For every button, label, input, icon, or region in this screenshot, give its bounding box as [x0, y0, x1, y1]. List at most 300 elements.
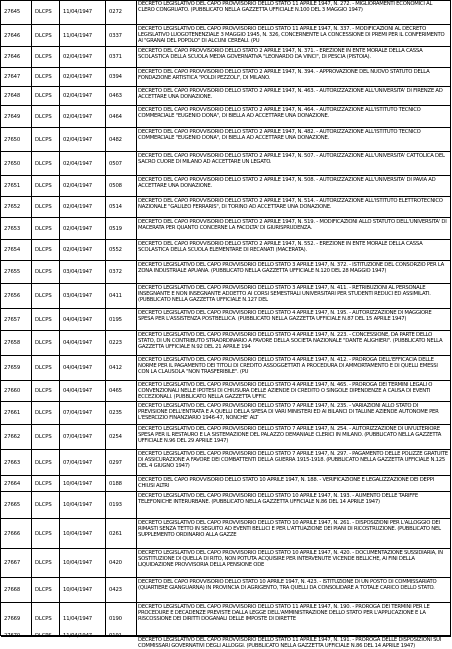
act-date-cell: [60, 425, 106, 449]
table-row: [1, 240, 451, 261]
act-date-cell-text: 11/04/1947: [63, 633, 93, 640]
act-number-cell-text: 0190: [109, 616, 122, 623]
record-number-cell-text: 27648: [4, 93, 21, 100]
act-description-cell-text: DECRETO DEL CAPO PROVVISORIO DELLO STATO 2 APRILE 1947, N. 514. - AUTORIZZAZIONE ALL'ISTITUTO ELETTROTECNICO NAZIONALE "GALILEO FERRARIS", DI TORINO AD ACCETTARE UNA DONAZIONE.: [138, 198, 443, 211]
record-number-cell-text: 27661: [4, 410, 21, 417]
record-number-cell: [1, 425, 32, 449]
act-description-cell: [137, 128, 451, 151]
act-date-cell-text: 04/04/1947: [63, 365, 93, 372]
act-description-cell-text: DECRETO LEGISLATIVO DEL CAPO PROVVISORIO DELLO STATO 11 APRILE 1947, N. 272. - MIGLIORAMENTI ECONOMICI AL CLERO CONGRUATO. (PUBBLICATO NELLA GAZZETTA UFFICIALE N.100 DEL 3 MAGGIO 1947): [138, 1, 433, 14]
act-description-cell-text: DECRETO LEGISLATIVO DEL CAPO PROVVISORIO DELLO STATO 4 APRILE 1947, N. 223. - CONCESSIONE, DA PARTE DELLO STATO, DI UN CONTRIBUTO STRAORDINARIO A FAVORE DELLA SOCIETA NAZIONALE "DANTE ALIGHIERI". (PUBBLICATO NELLA GAZZETTA UFFICIALE N.92 DEL 21 APRILE 194: [138, 332, 443, 351]
act-type-cell-text: DLCPS: [35, 9, 52, 16]
act-type-cell: [32, 309, 60, 330]
act-type-cell: [32, 106, 60, 127]
act-number-cell: [106, 106, 137, 127]
act-date-cell-text: 03/04/1947: [63, 269, 93, 276]
act-type-cell-text: DLCPS: [35, 365, 52, 372]
record-number-cell: [1, 381, 32, 401]
act-date-cell: [60, 476, 106, 491]
act-type-cell: [32, 492, 60, 518]
table-row: [1, 578, 451, 603]
act-type-cell: [32, 197, 60, 217]
table-row: [1, 519, 451, 549]
act-description-cell-text: DECRETO DEL CAPO PROVVISORIO DELLO STATO 2 APRILE 1947, N. 507. - AUTORIZZAZIONE ALL'UNIVERSITA' CATTOLICA DEL SACRO CUORE DI MILANO AD ACCETTARE UN LEGATO.: [138, 153, 445, 166]
record-number-cell-text: 27665: [4, 502, 21, 509]
act-number-cell: [106, 68, 137, 86]
record-number-cell: [1, 25, 32, 46]
table-row: [1, 356, 451, 381]
act-date-cell: [60, 402, 106, 424]
record-number-cell: [1, 152, 32, 175]
act-description-cell: [137, 87, 451, 105]
act-date-cell: [60, 450, 106, 475]
record-number-cell: [1, 356, 32, 380]
table-row: [1, 152, 451, 176]
act-date-cell-text: 07/04/1947: [63, 434, 93, 441]
act-description-cell-text: DECRETO DEL CAPO PROVVISORIO DELLO STATO 2 APRILE 1947, N. 371. - EREZIONE IN ENTE MORALE DELLA CASSA SCOLASTICA DELLA SCUOLA MEDIA GOVERNATIVA "LEONARDO DA VINCI", DI PESCIA (PISTOIA).: [138, 48, 423, 61]
act-description-cell-text: DECRETO LEGISLATIVO DEL CAPO PROVVISORIO DELLO STATO 11 APRILE 1947, N. 191. - PROROGA DELLE DISPOSIZIONI SUI COMMISSARI GOVERNATIVI DEGLI ALLOGGI. (PUBBLICATO NELLA GAZZETTA UFFICIALE N.86 DEL 14 APRILE 1947): [138, 637, 442, 649]
act-type-cell: [32, 240, 60, 260]
act-description-cell-text: DECRETO LEGISLATIVO DEL CAPO PROVVISORIO DELLO STATO 7 APRILE 1947, N. 254. - AUTORIZZAZIONE DI UN'ULTERIORE SPESA PER IL RESTAURO E LA SISTEMAZIONE DEL PALAZZO DEMANIALE CLERICI IN MILANO. (PUBBLICATO NELLA GAZZETTA UFFICIALE N.96 DEL 29 APRILE 1947): [138, 426, 442, 445]
act-description-cell-text: DECRETO DEL CAPO PROVVISORIO DELLO STATO 2 APRILE 1947, N. 508. - AUTORIZZAZIONE ALL'UNIVERSITA' DI PAVIA AD ACCETTARE UNA DONAZIONE.: [138, 177, 436, 190]
act-type-cell: [32, 425, 60, 449]
act-type-cell: [32, 218, 60, 239]
act-description-cell-text: DECRETO LEGISLATIVO DEL CAPO PROVVISORIO DELLO STATO 7 APRILE 1947, N. 235. - VARIAZIONI ALLO STATO DI PREVISIONE DELL'ENTRATA E A QUELLI DELLA SPESA DI VARI MINISTERI ED AI BILANCI DI TALUNE AZIENDE AUTONOME PER L'ESERCIZIO FINANZIARIO 1946-47, NONCHE' ALT: [138, 403, 439, 422]
act-date-cell: [60, 603, 106, 635]
record-number-cell: [1, 176, 32, 196]
act-description-cell-text: DECRETO DEL CAPO PROVVISORIO DELLO STATO 10 APRILE 1947, N. 423. - ISTITUZIONE DI UN POSTO DI COMMISSARIATO (QUARTIERE GIANGUARNA) IN PROVINCIA DI AGRIGENTO, TRA QUELLI DA CONSOLIDARE A TOTALE CARICO DELLO STATO.: [138, 579, 437, 592]
act-type-cell-text: DLCPS: [35, 32, 52, 39]
table-row: [1, 381, 451, 402]
act-date-cell: [60, 87, 106, 105]
act-date-cell-text: 10/04/1947: [63, 480, 93, 487]
table-row: [1, 25, 451, 47]
act-number-cell-text: 0193: [109, 502, 122, 509]
act-type-cell-text: DLCPS: [35, 269, 52, 276]
act-number-cell-text: 0372: [109, 269, 122, 276]
table-row: [1, 47, 451, 68]
record-number-cell-text: 27649: [4, 113, 21, 120]
act-date-cell-text: 02/04/1947: [63, 54, 93, 61]
record-number-cell: [1, 0, 32, 24]
record-number-cell-text: 27645: [4, 9, 21, 16]
act-number-cell-text: 0482: [109, 136, 122, 143]
act-type-cell: [32, 331, 60, 355]
record-number-cell: [1, 492, 32, 518]
act-number-cell: [106, 47, 137, 67]
act-description-cell: [137, 176, 451, 196]
act-description-cell-text: DECRETO DEL CAPO PROVVISORIO DELLO STATO 10 APRILE 1947, N. 188. - VERIFICAZIONE E LEGALIZZAZIONE DEI DEPPI CHIUSI ALTRI: [138, 477, 434, 490]
act-date-cell: [60, 197, 106, 217]
act-number-cell: [106, 176, 137, 196]
act-number-cell: [106, 492, 137, 518]
act-number-cell: [106, 218, 137, 239]
act-type-cell: [32, 176, 60, 196]
act-type-cell: [32, 476, 60, 491]
act-date-cell: [60, 549, 106, 577]
record-number-cell: [1, 240, 32, 260]
act-description-cell: [137, 402, 451, 424]
act-number-cell-text: 0195: [109, 316, 122, 323]
act-number-cell-text: 0420: [109, 560, 122, 567]
record-number-cell: [1, 549, 32, 577]
act-number-cell-text: 0463: [109, 93, 122, 100]
act-date-cell: [60, 128, 106, 151]
act-type-cell-text: DLCPS: [35, 113, 52, 120]
act-type-cell: [32, 356, 60, 380]
act-type-cell-text: DLCPS: [35, 480, 52, 487]
act-type-cell: [32, 402, 60, 424]
act-date-cell-text: 02/04/1947: [63, 183, 93, 190]
act-description-cell: [137, 331, 451, 355]
act-number-cell-text: 0519: [109, 225, 122, 232]
record-number-cell: [1, 47, 32, 67]
act-description-cell: [137, 261, 451, 283]
act-number-cell: [106, 240, 137, 260]
table-row: [1, 425, 451, 450]
act-description-cell-text: DECRETO LEGISLATIVO DEL CAPO PROVVISORIO DELLO STATO 10 APRILE 1947, N. 193. - AUMENTO DELLE TARIFFE TELEFONICHE INTERURBANE. (PUBBLICATO NELLA GAZZETTA UFFICIALE N.86 DEL 14 APRILE 1947): [138, 493, 418, 506]
act-type-cell: [32, 519, 60, 548]
act-number-cell-text: 0337: [109, 32, 122, 39]
act-type-cell-text: DLCPS: [35, 560, 52, 567]
act-description-cell: [137, 25, 451, 46]
act-number-cell: [106, 0, 137, 24]
act-description-cell-text: DECRETO LEGISLATIVO DEL CAPO PROVVISORIO DELLO STATO 10 APRILE 1947, N. 261. - DISPOSIZIONI PER L'ALLOGGIO DEI RIMASTI SENZA TETTO IN SEGUITO AD EVENTI BELLICI E PER L'ATTUAZIONE DEI PIANI DI RICOSTRUZIONE. (PUBBLICATO NEL SUPPLEMENTO ORDINARIO ALLA GAZZE: [138, 520, 441, 539]
act-date-cell: [60, 68, 106, 86]
act-date-cell-text: 11/04/1947: [63, 9, 93, 16]
record-number-cell: [1, 450, 32, 475]
act-type-cell-text: DLCPS: [35, 340, 52, 347]
table-row: [1, 0, 451, 25]
act-description-cell: [137, 603, 451, 635]
table-row: [1, 450, 451, 476]
act-date-cell: [60, 152, 106, 175]
act-date-cell: [60, 47, 106, 67]
record-number-cell-text: 27646: [4, 32, 21, 39]
act-date-cell-text: 07/04/1947: [63, 410, 93, 417]
act-number-cell: [106, 381, 137, 401]
act-date-cell-text: 10/04/1947: [63, 530, 93, 537]
act-description-cell: [137, 425, 451, 449]
act-number-cell-text: 0188: [109, 480, 122, 487]
act-date-cell-text: 02/04/1947: [63, 160, 93, 167]
act-type-cell: [32, 549, 60, 577]
act-number-cell-text: 0552: [109, 247, 122, 254]
table-row: [1, 603, 451, 636]
record-number-cell-text: 27655: [4, 269, 21, 276]
act-date-cell: [60, 218, 106, 239]
act-date-cell-text: 02/04/1947: [63, 247, 93, 254]
act-number-cell: [106, 25, 137, 46]
act-type-cell: [32, 68, 60, 86]
act-number-cell-text: 0465: [109, 388, 122, 395]
act-number-cell-text: 0394: [109, 74, 122, 81]
act-date-cell: [60, 261, 106, 283]
act-date-cell: [60, 0, 106, 24]
act-description-cell-text: DECRETO LEGISLATIVO DEL CAPO PROVVISORIO DELLO STATO 3 APRILE 1947, N. 372. - ISTITUZIONE DEL CONSORZIO PER LA ZONA INDUSTRIALE APUANA. (PUBBLICATO NELLA GAZZETTA UFFICIALE N.120 DEL 28 MAGGIO 1947): [138, 262, 445, 275]
act-type-cell: [32, 25, 60, 46]
record-number-cell-text: 27652: [4, 204, 21, 211]
act-number-cell: [106, 284, 137, 308]
act-type-cell-text: DLCPS: [35, 434, 52, 441]
table-row: [1, 402, 451, 425]
act-number-cell-text: 0411: [109, 293, 122, 300]
act-description-cell-text: DECRETO DEL CAPO PROVVISORIO DELLO STATO 2 APRILE 1947, N. 464. - AUTORIZZAZIONE ALL'ISTITUTO TECNICO COMMERCIALE "EUGENIO DONA", DI BIELLA AD ACCETTARE UNA DONAZIONE.: [138, 107, 421, 120]
table-row: [1, 261, 451, 284]
record-number-cell-text: 27650: [4, 160, 21, 167]
act-type-cell-text: DLCPS: [35, 316, 52, 323]
act-type-cell-text: DLCPS: [35, 136, 52, 143]
act-description-cell-text: DECRETO LEGISLATIVO DEL CAPO PROVVISORIO DELLO STATO 4 APRILE 1947, N. 465. - PROROGA DEI TERMINI LEGALI O CONVENZIONALI NELLE IPOTESI DI CHIUSURA DELLE AZIENDE DI CREDITO O SINGOLE DIPENDENZE A CAUSA DI EVENTI ECCEZIONALI. (PUBBLICATO NELLA GAZZETTA UFFIC: [138, 382, 433, 401]
act-type-cell: [32, 603, 60, 635]
act-date-cell: [60, 331, 106, 355]
act-date-cell-text: 10/04/1947: [63, 587, 93, 594]
act-number-cell: [106, 402, 137, 424]
act-date-cell: [60, 176, 106, 196]
act-number-cell: [106, 450, 137, 475]
act-description-cell-text: DECRETO LEGISLATIVO DEL CAPO PROVVISORIO DELLO STATO 4 APRILE 1947, N. 412. - PROROGA DELL'EFFICACIA DELLE NORME PER IL PAGAMENTO DEI TITOLI DI CREDITO ASSOGGETTATI A PROCEDURA DI AMMORTAMENTO E DI QUELLI EMESSI CON LA CLAUSOLA "NON TRASFERIBILE". (PU: [138, 357, 438, 376]
table-row: [1, 549, 451, 578]
act-number-cell-text: 0464: [109, 113, 122, 120]
act-description-cell: [137, 197, 451, 217]
record-number-cell-text: 27667: [4, 560, 21, 567]
record-number-cell-text: 27670: [4, 633, 21, 640]
act-date-cell: [60, 106, 106, 127]
act-type-cell: [32, 450, 60, 475]
act-type-cell-text: DLCPS: [35, 93, 52, 100]
act-number-cell: [106, 603, 137, 635]
table-row: [1, 284, 451, 309]
table-row: [1, 476, 451, 492]
act-date-cell-text: 03/04/1947: [63, 293, 93, 300]
record-number-cell-text: 27660: [4, 388, 21, 395]
act-type-cell-text: DLCPS: [35, 633, 52, 640]
act-description-cell: [137, 356, 451, 380]
act-number-cell: [106, 519, 137, 548]
table-row: [1, 197, 451, 218]
act-description-cell-text: DECRETO LEGISLATIVO DEL CAPO PROVVISORIO DELLO STATO 7 APRILE 1947, N. 297. - PAGAMENTO DELLE POLIZZE GRATUITE DI ASSICURAZIONE A FAVORE DEI COMBATTENTI DELLA GUERRA 1915-1918. (PUBBLICATO NELLA GAZZETTA UFFICIALE N.125 DEL 4 GIUGNO 1947): [138, 451, 448, 470]
record-number-cell-text: 27658: [4, 340, 21, 347]
act-type-cell: [32, 0, 60, 24]
act-type-cell: [32, 261, 60, 283]
act-type-cell-text: DLCPS: [35, 459, 52, 466]
act-description-cell-text: DECRETO DEL CAPO PROVVISORIO DELLO STATO 2 APRILE 1947, N. 519. - MODIFICAZIONI ALLO STATUTO DELL'UNIVERSITA' DI MACERATA PER QUANTO CONCERNE LA FACOLTA' DI GIURISPRUDENZA.: [138, 219, 447, 232]
record-number-cell-text: 27653: [4, 225, 21, 232]
act-number-cell-text: 0191: [109, 633, 122, 640]
act-date-cell-text: 10/04/1947: [63, 502, 93, 509]
act-description-cell-text: DECRETO DEL CAPO PROVVISORIO DELLO STATO 2 APRILE 1947, N. 482. - AUTORIZZAZIONE ALL'ISTITUTO TECNICO COMMERCIALE "EUGENIO DONA", DI BIELLA AD ACCETTARE UNA DONAZIONE.: [138, 129, 421, 142]
act-date-cell-text: 02/04/1947: [63, 113, 93, 120]
act-description-cell: [137, 549, 451, 577]
act-number-cell-text: 0272: [109, 9, 122, 16]
act-number-cell-text: 0423: [109, 587, 122, 594]
record-number-cell-text: 27664: [4, 480, 21, 487]
act-description-cell: [137, 309, 451, 330]
table-row: [1, 176, 451, 197]
record-number-cell: [1, 218, 32, 239]
act-number-cell-text: 0507: [109, 160, 122, 167]
record-number-cell-text: 27657: [4, 316, 21, 323]
act-number-cell: [106, 128, 137, 151]
act-description-cell: [137, 578, 451, 602]
act-number-cell: [106, 197, 137, 217]
act-date-cell: [60, 309, 106, 330]
act-description-cell: [137, 0, 451, 24]
record-number-cell: [1, 402, 32, 424]
act-date-cell-text: 10/04/1947: [63, 560, 93, 567]
act-number-cell: [106, 425, 137, 449]
act-type-cell: [32, 47, 60, 67]
act-date-cell: [60, 381, 106, 401]
act-number-cell: [106, 331, 137, 355]
record-number-cell-text: 27663: [4, 459, 21, 466]
act-type-cell-text: DLCPS: [35, 502, 52, 509]
act-date-cell-text: 04/04/1947: [63, 316, 93, 323]
act-number-cell: [106, 549, 137, 577]
act-description-cell-text: DECRETO LEGISLATIVO DEL CAPO PROVVISORIO DELLO STATO 11 APRILE 1947, N. 190. - PROROGA DEI TERMINI PER LE PROCEDURE E DECADENZE PREVISTE DALLA LEGGE DELL'AMMINISTRAZIONE DELLO STATO PER L'APPLICAZIONE E LA RISCOSSIONE DEI DIRITTI DOGANALI DELLE IMPOSTE DI DIRETTE: [138, 604, 430, 623]
act-description-cell: [137, 284, 451, 308]
act-description-cell-text: DECRETO DEL CAPO PROVVISORIO DELLO STATO 2 APRILE 1947, N. 463. - AUTORIZZAZIONE ALL'UNIVERSITA' DI FIRENZE AD ACCETTARE UNA DONAZIONE.: [138, 88, 443, 101]
act-date-cell-text: 02/04/1947: [63, 136, 93, 143]
act-date-cell: [60, 240, 106, 260]
record-number-cell-text: 27650: [4, 136, 21, 143]
record-number-cell: [1, 331, 32, 355]
act-number-cell-text: 0514: [109, 204, 122, 211]
record-number-cell: [1, 519, 32, 548]
act-date-cell-text: 11/04/1947: [63, 32, 93, 39]
act-type-cell: [32, 381, 60, 401]
record-number-cell-text: 27666: [4, 530, 21, 537]
table-row: [1, 87, 451, 106]
record-number-cell: [1, 87, 32, 105]
act-date-cell: [60, 492, 106, 518]
act-type-cell-text: DLCPS: [35, 247, 52, 254]
record-number-cell: [1, 578, 32, 602]
act-number-cell-text: 0254: [109, 434, 122, 441]
act-number-cell-text: 0412: [109, 365, 122, 372]
table-row: [1, 492, 451, 519]
act-date-cell-text: 11/04/1947: [63, 616, 93, 623]
table-row: [1, 331, 451, 356]
act-type-cell-text: DLCPS: [35, 530, 52, 537]
act-description-cell-text: DECRETO DEL CAPO PROVVISORIO DELLO STATO 2 APRILE 1947, N. 552. - EREZIONE IN ENTE MORALE DELLA CASSA SCOLASTICA DELLA SCUOLA ELEMENTARE DI RECANATI (MACERATA).: [138, 241, 423, 254]
act-type-cell-text: DLCPS: [35, 225, 52, 232]
act-number-cell: [106, 261, 137, 283]
act-type-cell-text: DLCPS: [35, 74, 52, 81]
act-description-cell: [137, 476, 451, 491]
record-number-cell-text: 27651: [4, 183, 21, 190]
act-date-cell-text: 02/04/1947: [63, 74, 93, 81]
act-type-cell-text: DLCPS: [35, 616, 52, 623]
table-row: [1, 128, 451, 152]
act-type-cell-text: DLCPS: [35, 204, 52, 211]
act-type-cell-text: DLCPS: [35, 410, 52, 417]
record-number-cell: [1, 261, 32, 283]
act-description-cell: [137, 106, 451, 127]
act-number-cell-text: 0261: [109, 530, 122, 537]
act-date-cell-text: 07/04/1947: [63, 459, 93, 466]
table-row: [1, 68, 451, 87]
act-type-cell-text: DLCPS: [35, 388, 52, 395]
act-date-cell: [60, 284, 106, 308]
act-type-cell-text: DLCPS: [35, 293, 52, 300]
act-description-cell: [137, 492, 451, 518]
act-type-cell: [32, 578, 60, 602]
act-type-cell-text: DLCPS: [35, 160, 52, 167]
act-description-cell-text: DECRETO LEGISLATIVO DEL CAPO PROVVISORIO DELLO STATO 3 APRILE 1947, N. 411. - RETRIBUZIONI AL PERSONALE INSEGNANTE E NON INSEGNANTE ADDETTO AI CORSI SEMESTRALI UNIVERSITARI PER STUDENTI REDUCI ED ASSIMILATI. (PUBBLICATO NELLA GAZZETTA UFFICIALE N.127 DEL: [138, 285, 431, 304]
act-type-cell: [32, 87, 60, 105]
act-description-cell: [137, 381, 451, 401]
act-date-cell-text: 02/04/1947: [63, 204, 93, 211]
record-number-cell-text: 27646: [4, 54, 21, 61]
act-number-cell-text: 0297: [109, 459, 122, 466]
record-number-cell-text: 27659: [4, 365, 21, 372]
act-number-cell: [106, 152, 137, 175]
act-date-cell-text: 02/04/1947: [63, 225, 93, 232]
act-description-cell: [137, 68, 451, 86]
record-number-cell: [1, 476, 32, 491]
act-type-cell-text: DLCPS: [35, 183, 52, 190]
act-description-cell-text: DECRETO LEGISLATIVO DEL CAPO PROVVISORIO DELLO STATO 4 APRILE 1947, N. 195. - AUTORIZZAZIONE DI MAGGIORE SPESA PER L'ASSISTENZA POSTBELLICA. (PUBBLICATO NELLA GAZZETTA UFFICIALE N.87 DEL 15 APRILE 1947): [138, 310, 432, 323]
act-number-cell-text: 0371: [109, 54, 122, 61]
record-number-cell-text: 27668: [4, 587, 21, 594]
record-number-cell: [1, 128, 32, 151]
record-number-cell-text: 27662: [4, 434, 21, 441]
act-description-cell: [137, 450, 451, 475]
act-type-cell: [32, 128, 60, 151]
table-row: [1, 106, 451, 128]
record-number-cell-text: 27647: [4, 74, 21, 81]
record-number-cell-text: 27654: [4, 247, 21, 254]
act-number-cell: [106, 578, 137, 602]
record-number-cell: [1, 284, 32, 308]
act-number-cell: [106, 476, 137, 491]
act-type-cell-text: DLCPS: [35, 587, 52, 594]
act-description-cell: [137, 240, 451, 260]
record-number-cell: [1, 197, 32, 217]
act-type-cell: [32, 152, 60, 175]
act-description-cell: [137, 152, 451, 175]
act-date-cell: [60, 519, 106, 548]
act-number-cell: [106, 87, 137, 105]
act-type-cell-text: DLCPS: [35, 54, 52, 61]
act-description-cell-text: DECRETO DEL CAPO PROVVISORIO DELLO STATO 2 APRILE 1947, N. 394. - APPROVAZIONE DEL NUOVO STATUTO DELLA FONDAZIONE ARTISTICA "POLDI PEZZOLI", DI MILANO.: [138, 69, 430, 82]
act-description-cell: [137, 519, 451, 548]
record-number-cell: [1, 603, 32, 635]
act-description-cell-text: DECRETO LEGISLATIVO DEL CAPO PROVVISORIO DELLO STATO 10 APRILE 1947, N. 420. - DOCUMENTAZIONE SUSSIDIARIA, IN SOSTITUZIONE DI QUELLA DI RITO, NON POTUTA ACQUISIRE PER INTERVENUTE VICENDE BELLICHE, AI FINI DELLA LIQUIDAZIONE PROVVISORIA DELLA PENSIONE ODE: [138, 550, 443, 569]
record-number-cell: [1, 106, 32, 127]
act-number-cell-text: 0508: [109, 183, 122, 190]
record-number-cell-text: 27656: [4, 293, 21, 300]
act-date-cell-text: 04/04/1947: [63, 388, 93, 395]
table-row: [1, 218, 451, 240]
act-description-cell: [137, 47, 451, 67]
act-date-cell-text: 02/04/1947: [63, 93, 93, 100]
act-number-cell: [106, 356, 137, 380]
act-date-cell: [60, 578, 106, 602]
act-number-cell-text: 0235: [109, 410, 122, 417]
act-number-cell: [106, 309, 137, 330]
act-number-cell-text: 0223: [109, 340, 122, 347]
act-description-cell-text: DECRETO LEGISLATIVO DEL CAPO PROVVISORIO DELLO STATO 11 APRILE 1947, N. 337. - MODIFICAZIONI AL DECRETO LEGISLATIVO LUOGOTENENZIALE 3 MAGGIO 1945, N. 326, CONCERNENTE LA CONCESSIONE DI PREMI PER IL CONFERIMENTO AI "GRANAI DEL POPOLO" DI ALCUNI CEREALI. (PU: [138, 26, 445, 45]
record-number-cell-text: 27669: [4, 616, 21, 623]
act-type-cell: [32, 284, 60, 308]
table-row: [1, 309, 451, 331]
act-date-cell-text: 04/04/1947: [63, 340, 93, 347]
record-number-cell: [1, 309, 32, 330]
act-date-cell: [60, 25, 106, 46]
act-description-cell: [137, 218, 451, 239]
